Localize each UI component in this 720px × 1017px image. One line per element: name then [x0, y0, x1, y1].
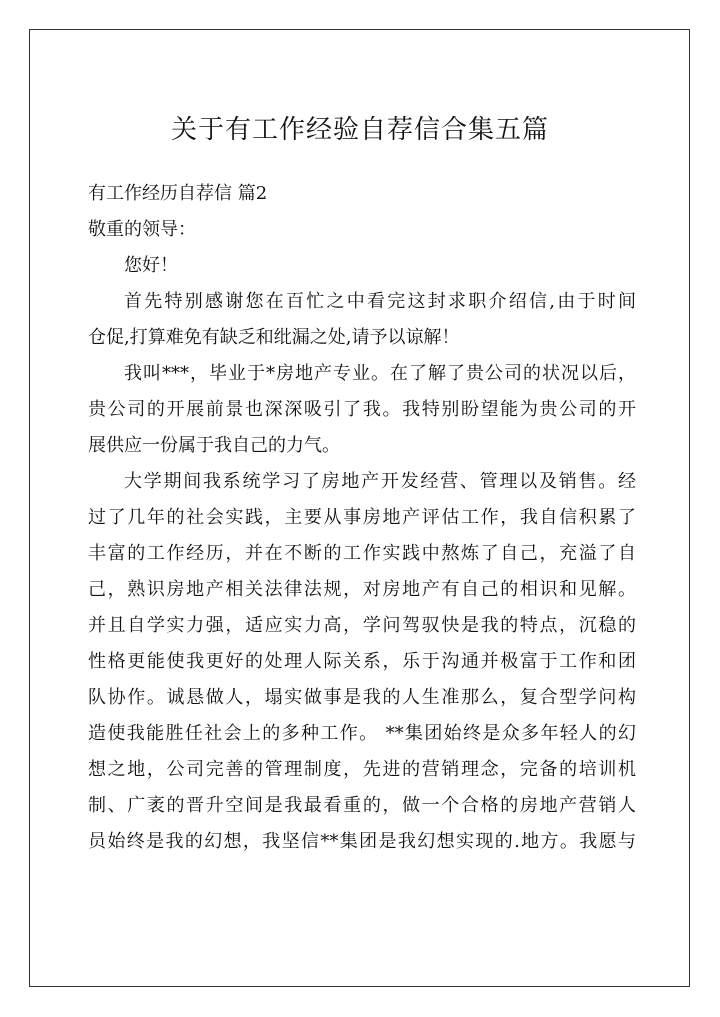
body-line: 员始终是我的幻想，我坚信**集团是我幻想实现的.地方。我愿与	[88, 831, 636, 852]
body-line: 仓促,打算难免有缺乏和纰漏之处,请予以谅解！	[88, 327, 460, 348]
body-line: 首先特别感谢您在百忙之中看完这封求职介绍信,由于时间	[124, 291, 636, 312]
body-line: 展供应一份属于我自己的力气。	[88, 435, 340, 456]
body-line: 过了几年的社会实践，主要从事房地产评估工作，我自信积累了	[88, 507, 636, 528]
document-body	[88, 176, 636, 860]
document-title: 关于有工作经验自荐信合集五篇	[170, 115, 549, 145]
body-line: 丰富的工作经历，并在不断的工作实践中熬炼了自己，充溢了自	[88, 543, 636, 564]
body-line: 队协作。诚恳做人，塌实做事是我的人生准那么，复合型学问构	[88, 687, 636, 708]
body-line: 敬重的领导：	[88, 219, 196, 240]
body-line: 并且自学实力强，适应实力高，学问驾驭快是我的特点，沉稳的	[88, 615, 636, 636]
body-line: 想之地，公司完善的管理制度，先进的营销理念，完备的培训机	[88, 759, 636, 780]
body-line: 大学期间我系统学习了房地产开发经营、管理以及销售。经	[124, 471, 636, 492]
body-line: 性格更能使我更好的处理人际关系，乐于沟通并极富于工作和团	[88, 651, 636, 672]
body-line: 您好！	[124, 255, 178, 276]
body-line: 我叫***，毕业于*房地产专业。在了解了贵公司的状况以后，	[124, 363, 636, 384]
body-line: 贵公司的开展前景也深深吸引了我。我特别盼望能为贵公司的开	[88, 399, 636, 420]
body-line: 制、广袤的晋升空间是我最看重的，做一个合格的房地产营销人	[88, 795, 636, 816]
body-line: 己，熟识房地产相关法律法规，对房地产有自己的相识和见解。	[88, 579, 636, 600]
body-line: 造使我能胜任社会上的多种工作。 **集团始终是众多年轻人的幻	[88, 723, 636, 744]
body-line: 有工作经历自荐信 篇2	[88, 183, 268, 204]
